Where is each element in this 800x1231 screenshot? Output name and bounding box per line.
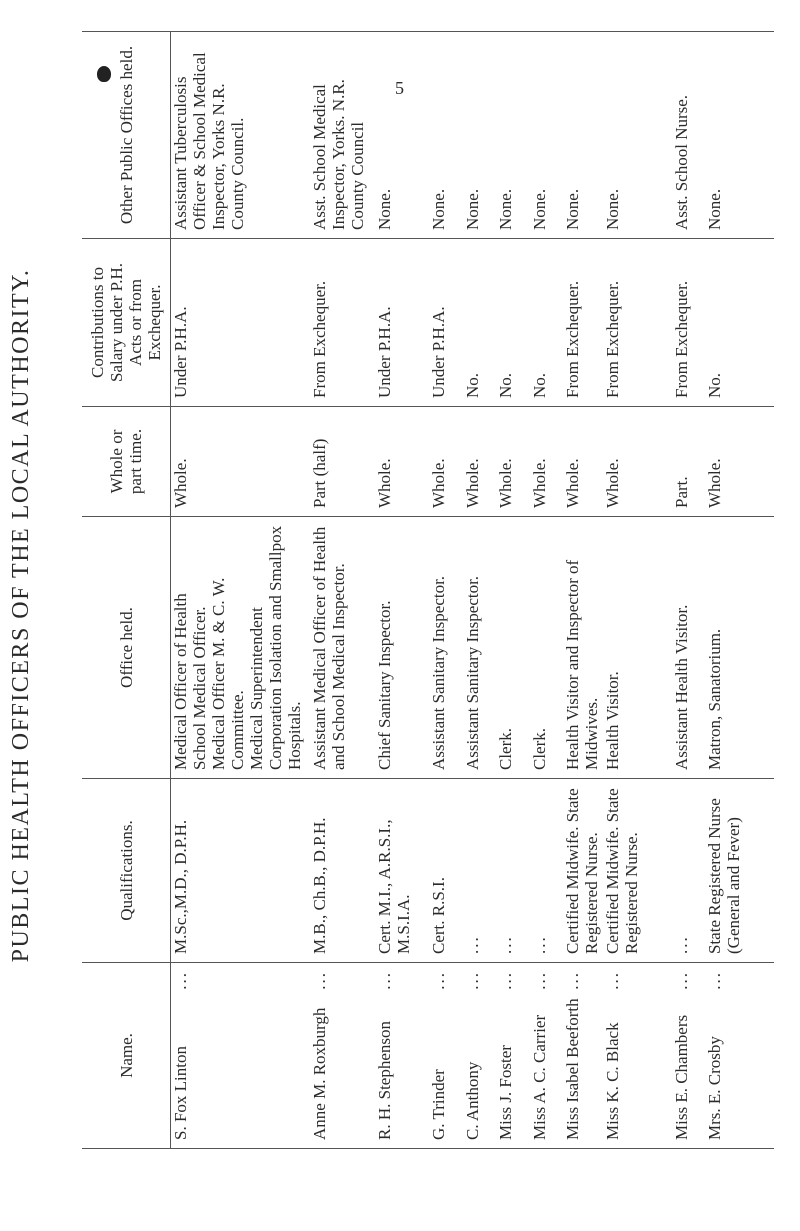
row-whole-or-part-time bbox=[603, 407, 672, 517]
row-qualifications bbox=[563, 779, 603, 963]
row-qualifications bbox=[705, 779, 774, 963]
row-qualifications-text: ... bbox=[496, 935, 516, 954]
header-other-offices: Other Public Offices held. bbox=[82, 32, 171, 239]
row-name bbox=[375, 963, 429, 1149]
name-leader-dots: ... bbox=[462, 971, 482, 990]
row-whole-or-part-time-text: Whole. bbox=[562, 458, 582, 508]
header-qualifications: Qualifications. bbox=[82, 779, 171, 963]
row-whole-or-part-time-text: Whole. bbox=[602, 458, 622, 508]
row-office-held bbox=[310, 517, 375, 779]
row-contributions-text: No. bbox=[462, 372, 482, 398]
table-row bbox=[310, 32, 375, 1149]
row-contributions-text: No. bbox=[529, 372, 549, 398]
row-name bbox=[310, 963, 375, 1149]
row-contributions bbox=[463, 239, 496, 407]
row-whole-or-part-time bbox=[563, 407, 603, 517]
table-row bbox=[672, 32, 705, 1149]
table-row bbox=[705, 32, 774, 1149]
row-office-held-line: School Medical Officer. bbox=[190, 606, 210, 770]
row-contributions-text: From Exchequer. bbox=[562, 280, 582, 398]
name-leader-dots: ... bbox=[429, 971, 449, 990]
row-contributions-text: Under P.H.A. bbox=[375, 306, 394, 398]
row-contributions-text: From Exchequer. bbox=[602, 280, 622, 398]
row-contributions-text: No. bbox=[496, 372, 516, 398]
row-contributions bbox=[310, 239, 375, 407]
row-other-offices-line: None. bbox=[602, 188, 622, 230]
table-row bbox=[375, 32, 429, 1149]
row-office-held-line: Health Visitor. bbox=[602, 671, 622, 770]
row-name-text: Miss J. Foster bbox=[496, 1045, 516, 1140]
header-name: Name. bbox=[82, 963, 171, 1149]
row-other-offices-line: None. bbox=[704, 188, 724, 230]
row-name-text: Miss Isabel Beeforth bbox=[562, 998, 582, 1140]
row-office-held bbox=[530, 517, 563, 779]
row-contributions-text: From Exchequer. bbox=[310, 280, 330, 398]
row-other-offices-line: None. bbox=[562, 188, 582, 230]
row-other-offices bbox=[429, 32, 462, 239]
row-whole-or-part-time-text: Whole. bbox=[704, 458, 724, 508]
row-qualifications bbox=[672, 779, 705, 963]
row-other-offices-line: Asst. School Nurse. bbox=[671, 94, 691, 230]
row-office-held-line: Medical Officer of Health bbox=[171, 593, 191, 770]
row-qualifications bbox=[496, 779, 529, 963]
row-name bbox=[603, 963, 672, 1149]
row-qualifications-text: M.B., Ch.B., D.P.H. bbox=[310, 817, 330, 954]
row-qualifications-text: Cert. M.I., A.R.S.I., M.S.I.A. bbox=[375, 819, 414, 954]
row-office-held-line: Matron, Sanatorium. bbox=[704, 628, 724, 770]
row-whole-or-part-time bbox=[672, 407, 705, 517]
row-whole-or-part-time bbox=[530, 407, 563, 517]
header-whole-or-part-time: Whole or part time. bbox=[82, 407, 171, 517]
row-other-offices-line: None. bbox=[496, 188, 516, 230]
row-name bbox=[496, 963, 529, 1149]
officers-table bbox=[82, 31, 774, 1149]
row-name-text: Miss E. Chambers bbox=[671, 1014, 691, 1140]
row-other-offices-line: None. bbox=[375, 188, 394, 230]
row-qualifications bbox=[463, 779, 496, 963]
row-whole-or-part-time-text: Whole. bbox=[529, 458, 549, 508]
row-whole-or-part-time bbox=[429, 407, 462, 517]
row-qualifications-text: ... bbox=[462, 935, 482, 954]
row-qualifications-text: State Registered Nurse (General and Fever) bbox=[704, 798, 744, 954]
row-name-text: Anne M. Roxburgh bbox=[310, 1007, 330, 1140]
row-name-text: R. H. Stephenson bbox=[375, 1021, 394, 1140]
row-qualifications-text: Cert. R.S.I. bbox=[429, 877, 449, 954]
row-other-offices bbox=[563, 32, 603, 239]
row-qualifications-text: M.Sc.,M.D., D.P.H. bbox=[171, 819, 191, 954]
row-other-offices bbox=[171, 32, 311, 239]
row-qualifications bbox=[375, 779, 429, 963]
row-whole-or-part-time-text: Whole. bbox=[171, 458, 191, 508]
row-office-held-line: Medical Officer M. & C. W. Committee. bbox=[209, 577, 248, 770]
row-qualifications bbox=[310, 779, 375, 963]
row-other-offices-line: Assistant Tuberculosis Officer & School Medical Inspector, Yorks N.R. County Council. bbox=[171, 52, 248, 230]
row-other-offices-line: Asst. School Medical Inspector, Yorks. N.R. County Council bbox=[310, 79, 368, 230]
table-row bbox=[563, 32, 603, 1149]
row-office-held-line: Medical Superintendent Corporation Isolation and Smallpox Hospitals. bbox=[247, 525, 305, 770]
row-name bbox=[530, 963, 563, 1149]
row-office-held bbox=[603, 517, 672, 779]
name-leader-dots: ... bbox=[310, 971, 330, 990]
table-row bbox=[463, 32, 496, 1149]
row-office-held-line: Assistant Medical Officer of Health and School Medical Inspector. bbox=[310, 526, 349, 770]
table-row bbox=[603, 32, 672, 1149]
row-other-offices-line: None. bbox=[429, 188, 449, 230]
row-other-offices-line: None. bbox=[529, 188, 549, 230]
row-qualifications-text: ... bbox=[671, 935, 691, 954]
row-contributions bbox=[530, 239, 563, 407]
row-whole-or-part-time bbox=[705, 407, 774, 517]
row-office-held-line: Assistant Sanitary Inspector. bbox=[429, 575, 449, 770]
row-whole-or-part-time-text: Whole. bbox=[496, 458, 516, 508]
table-row bbox=[530, 32, 563, 1149]
row-whole-or-part-time-text: Whole. bbox=[375, 458, 394, 508]
row-contributions-text: Under P.H.A. bbox=[171, 306, 191, 398]
row-name-text: G. Trinder bbox=[429, 1069, 449, 1140]
row-other-offices bbox=[310, 32, 375, 239]
row-qualifications-text: Certified Midwife. State Registered Nurse. bbox=[602, 788, 641, 954]
name-leader-dots: ... bbox=[529, 971, 549, 990]
row-other-offices bbox=[705, 32, 774, 239]
row-whole-or-part-time bbox=[171, 407, 311, 517]
name-leader-dots: ... bbox=[562, 971, 582, 990]
row-contributions bbox=[563, 239, 603, 407]
header-contributions: Contributions to Salary under P.H. Acts or from Exchequer. bbox=[82, 239, 171, 407]
row-other-offices bbox=[496, 32, 529, 239]
row-whole-or-part-time bbox=[310, 407, 375, 517]
row-name bbox=[705, 963, 774, 1149]
row-office-held-line: Assistant Health Visitor. bbox=[671, 604, 691, 770]
row-office-held-line: Clerk. bbox=[529, 727, 549, 770]
row-office-held-line: Health Visitor and Inspector of Midwives. bbox=[562, 559, 601, 770]
row-contributions bbox=[672, 239, 705, 407]
page-number: 5 bbox=[395, 78, 404, 98]
row-contributions bbox=[496, 239, 529, 407]
row-office-held bbox=[563, 517, 603, 779]
row-contributions bbox=[429, 239, 462, 407]
row-contributions-text: Under P.H.A. bbox=[429, 306, 449, 398]
row-contributions bbox=[705, 239, 774, 407]
row-contributions bbox=[375, 239, 429, 407]
name-leader-dots: ... bbox=[171, 971, 191, 990]
row-other-offices bbox=[375, 32, 429, 239]
row-whole-or-part-time bbox=[496, 407, 529, 517]
row-name-text: Miss A. C. Carrier bbox=[529, 1014, 549, 1140]
row-contributions bbox=[603, 239, 672, 407]
row-office-held bbox=[496, 517, 529, 779]
row-office-held bbox=[375, 517, 429, 779]
row-qualifications-text: Certified Midwife. State Registered Nurse. bbox=[562, 788, 601, 954]
row-whole-or-part-time-text: Part (half) bbox=[310, 438, 330, 508]
officers-table-body bbox=[171, 32, 774, 1149]
name-leader-dots: ... bbox=[602, 971, 622, 990]
row-office-held bbox=[429, 517, 462, 779]
row-qualifications bbox=[171, 779, 311, 963]
row-other-offices bbox=[603, 32, 672, 239]
row-name-text: Mrs. E. Crosby bbox=[704, 1036, 724, 1140]
row-name bbox=[463, 963, 496, 1149]
row-office-held-line: Chief Sanitary Inspector. bbox=[375, 600, 394, 770]
row-qualifications bbox=[530, 779, 563, 963]
table-header-row bbox=[82, 32, 171, 1149]
table-row bbox=[171, 32, 311, 1149]
row-qualifications-text: ... bbox=[529, 935, 549, 954]
row-qualifications bbox=[603, 779, 672, 963]
name-leader-dots: ... bbox=[496, 971, 516, 990]
row-office-held bbox=[705, 517, 774, 779]
row-whole-or-part-time-text: Whole. bbox=[429, 458, 449, 508]
row-other-offices bbox=[672, 32, 705, 239]
row-office-held-line: Clerk. bbox=[496, 727, 516, 770]
table-row bbox=[429, 32, 462, 1149]
row-name bbox=[672, 963, 705, 1149]
name-leader-dots: ... bbox=[671, 971, 691, 990]
row-contributions bbox=[171, 239, 311, 407]
row-whole-or-part-time bbox=[463, 407, 496, 517]
row-office-held bbox=[171, 517, 311, 779]
row-other-offices bbox=[530, 32, 563, 239]
row-name bbox=[563, 963, 603, 1149]
page-title: PUBLIC HEALTH OFFICERS OF THE LOCAL AUTHORITY. bbox=[8, 268, 34, 963]
name-leader-dots: ... bbox=[375, 971, 394, 990]
row-whole-or-part-time-text: Part. bbox=[671, 476, 691, 508]
row-whole-or-part-time-text: Whole. bbox=[462, 458, 482, 508]
row-office-held bbox=[672, 517, 705, 779]
row-name bbox=[429, 963, 462, 1149]
row-contributions-text: From Exchequer. bbox=[671, 280, 691, 398]
row-office-held bbox=[463, 517, 496, 779]
row-name-text: C. Anthony bbox=[462, 1061, 482, 1140]
header-office-held: Office held. bbox=[82, 517, 171, 779]
row-contributions-text: No. bbox=[704, 372, 724, 398]
row-name-text: S. Fox Linton bbox=[171, 1046, 191, 1140]
row-other-offices-line: None. bbox=[462, 188, 482, 230]
name-leader-dots: ... bbox=[704, 971, 724, 990]
row-office-held-line: Assistant Sanitary Inspector. bbox=[462, 575, 482, 770]
row-name bbox=[171, 963, 311, 1149]
row-whole-or-part-time bbox=[375, 407, 429, 517]
row-name-text: Miss K. C. Black bbox=[602, 1022, 622, 1140]
row-other-offices bbox=[463, 32, 496, 239]
row-qualifications bbox=[429, 779, 462, 963]
table-row bbox=[496, 32, 529, 1149]
